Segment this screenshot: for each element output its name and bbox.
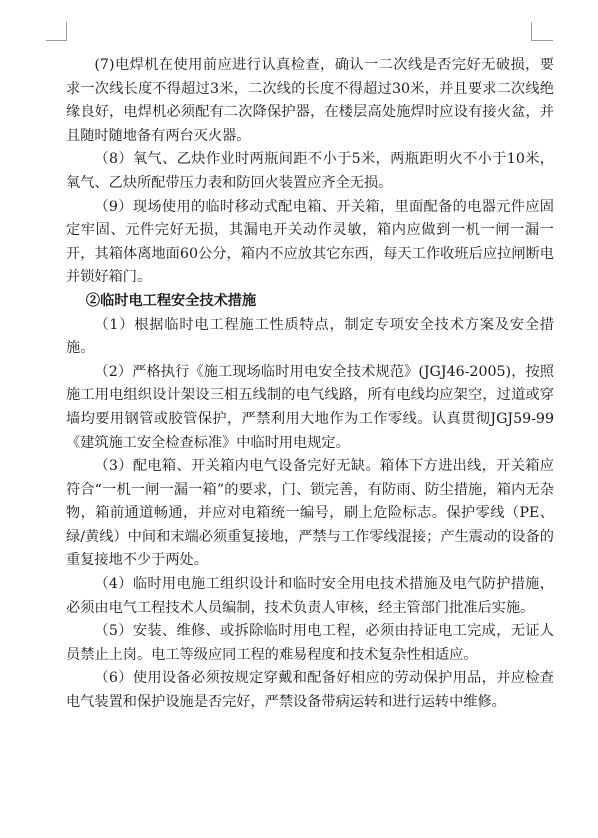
item-3: （3）配电箱、开关箱内电气设备完好无缺。箱体下方进出线，开关箱应符合“一机一闸一漏一箱”的要求，门、锁完善，有防雨、防尘措施，箱内无杂物，箱前通道畅通，并应对电箱统一编号，刷上危险标志。保护零线（PE、绿/黄线）中间和末端必须重复接地，严禁与工作零线混接；产生震动的设备的重复接地不少于两处。 xyxy=(66,458,554,569)
crop-mark-top-left-horizontal xyxy=(46,40,66,41)
paragraph-9: （9）现场使用的临时移动式配电箱、开关箱，里面配备的电器元件应固定牢固、元件完好无损，其漏电开关动作灵敏，箱内应做到一机一闸一漏一开，其箱体离地面60公分，箱内不应放其它东西，每天工作收班后应拉闸断电并锁好箱门。 xyxy=(66,198,554,286)
item-6: （6）使用设备必须按规定穿戴和配备好相应的劳动保护用品，并应检查电气装置和保护设施是否完好，严禁设备带病运转和进行运转中维修。 xyxy=(66,670,554,711)
item-5: （5）安装、维修、或拆除临时用电工程，必须由持证电工完成，无证人员禁止上岗。电工等级应同工程的难易程度和技术复杂性相适应。 xyxy=(66,623,554,663)
item-1: （1）根据临时电工程施工性质特点，制定专项安全技术方案及安全措施。 xyxy=(66,316,554,357)
section-heading: ②临时电工程安全技术措施 xyxy=(85,292,257,309)
paragraph-7: (7)电焊机在使用前应进行认真检查，确认一二次线是否完好无破损，要求一次线长度不得超过3米，二次线的长度不得超过30米，并且要求二次线绝缘良好，电焊机必须配有二次降保护器，在楼层高处施焊时应设有接火盆，并且随时随地备有两台灭火器。 xyxy=(66,57,554,144)
crop-mark-top-left-vertical xyxy=(66,22,67,41)
crop-mark-top-right-horizontal xyxy=(531,40,553,41)
paragraph-8: （8）氧气、乙炔作业时两瓶间距不小于5米，两瓶距明火不小于10米，氧气、乙炔所配带压力表和防回火装置应齐全无损。 xyxy=(66,151,554,191)
crop-mark-top-right-vertical xyxy=(531,22,532,41)
item-4: （4）临时用电施工组织设计和临时安全用电技术措施及电气防护措施，必须由电气工程技术人员编制，技术负责人审核，经主管部门批准后实施。 xyxy=(66,576,554,616)
item-2: （2）严格执行《施工现场临时用电安全技术规范》(JGJ46-2005)，按照施工用电组织设计架设三相五线制的电气线路，所有电线均应架空，过道或穿墙均要用钢管或胶管保护，严禁利用大地作为工作零线。认真贯彻JGJ59-99《建筑施工安全检查标准》中临时用电规定。 xyxy=(66,363,554,451)
document-body xyxy=(66,54,554,715)
